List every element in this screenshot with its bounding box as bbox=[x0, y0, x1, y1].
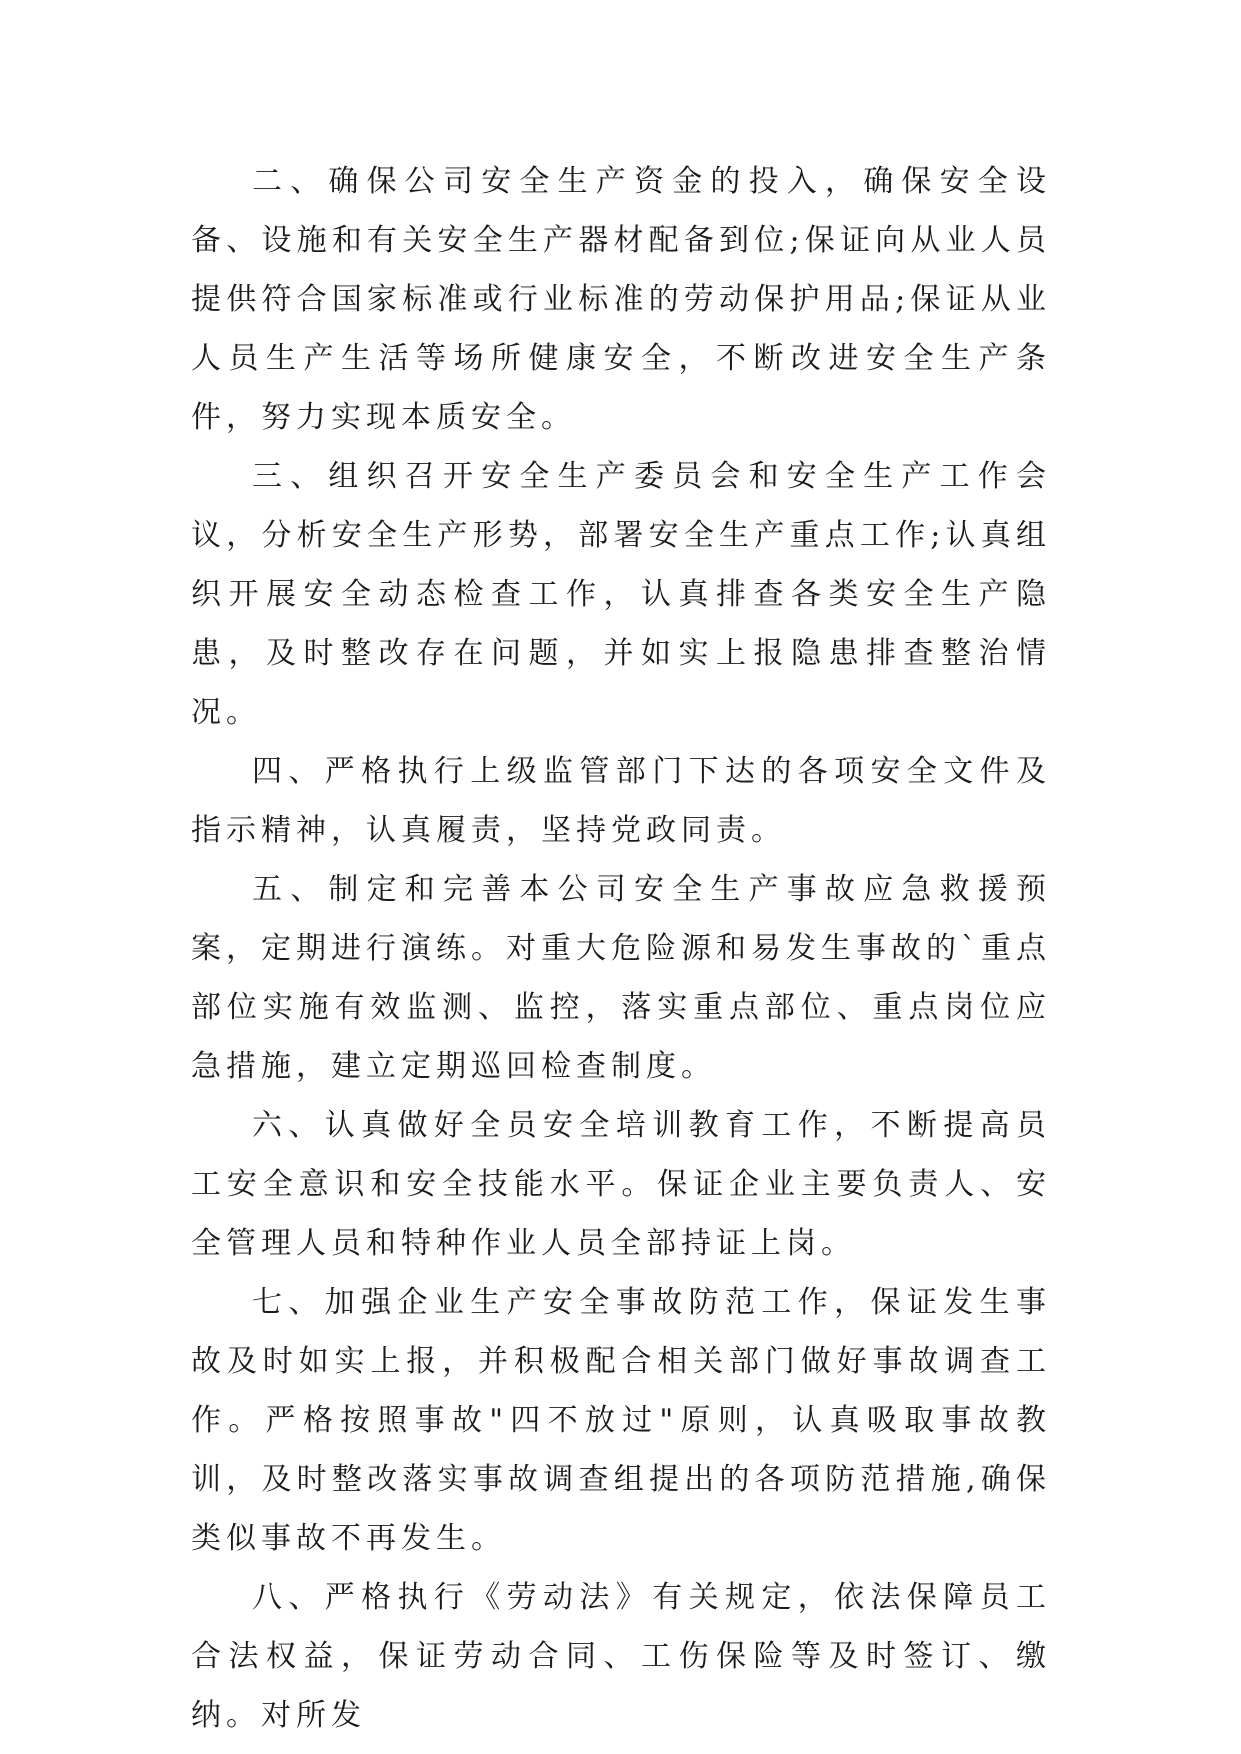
paragraph-2: 二、确保公司安全生产资金的投入，确保安全设备、设施和有关安全生产器材配备到位;保证向从业人员提供符合国家标准或行业标准的劳动保护用品;保证从业人员生产生活等场所健康安全，不断改进安全生产条件，努力实现本质安全。 bbox=[191, 164, 1051, 435]
paragraph-6: 六、认真做好全员安全培训教育工作，不断提高员工安全意识和安全技能水平。保证企业主要负责人、安全管理人员和特种作业人员全部持证上岗。 bbox=[191, 1108, 1051, 1261]
document-body bbox=[191, 152, 1051, 1745]
paragraph-4: 四、严格执行上级监管部门下达的各项安全文件及指示精神，认真履责，坚持党政同责。 bbox=[191, 754, 1051, 848]
paragraph-8: 八、严格执行《劳动法》有关规定，依法保障员工合法权益，保证劳动合同、工伤保险等及时签订、缴纳。对所发 bbox=[191, 1580, 1051, 1733]
paragraph-5: 五、制定和完善本公司安全生产事故应急救援预案，定期进行演练。对重大危险源和易发生事故的`重点部位实施有效监测、监控，落实重点部位、重点岗位应急措施，建立定期巡回检查制度。 bbox=[191, 872, 1051, 1084]
paragraph-3: 三、组织召开安全生产委员会和安全生产工作会议，分析安全生产形势，部署安全生产重点工作;认真组织开展安全动态检查工作，认真排查各类安全生产隐患，及时整改存在问题，并如实上报隐患排查整治情况。 bbox=[191, 459, 1051, 730]
paragraph-7: 七、加强企业生产安全事故防范工作，保证发生事故及时如实上报，并积极配合相关部门做好事故调查工作。严格按照事故"四不放过"原则，认真吸取事故教训，及时整改落实事故调查组提出的各项防范措施,确保类似事故不再发生。 bbox=[191, 1285, 1051, 1556]
